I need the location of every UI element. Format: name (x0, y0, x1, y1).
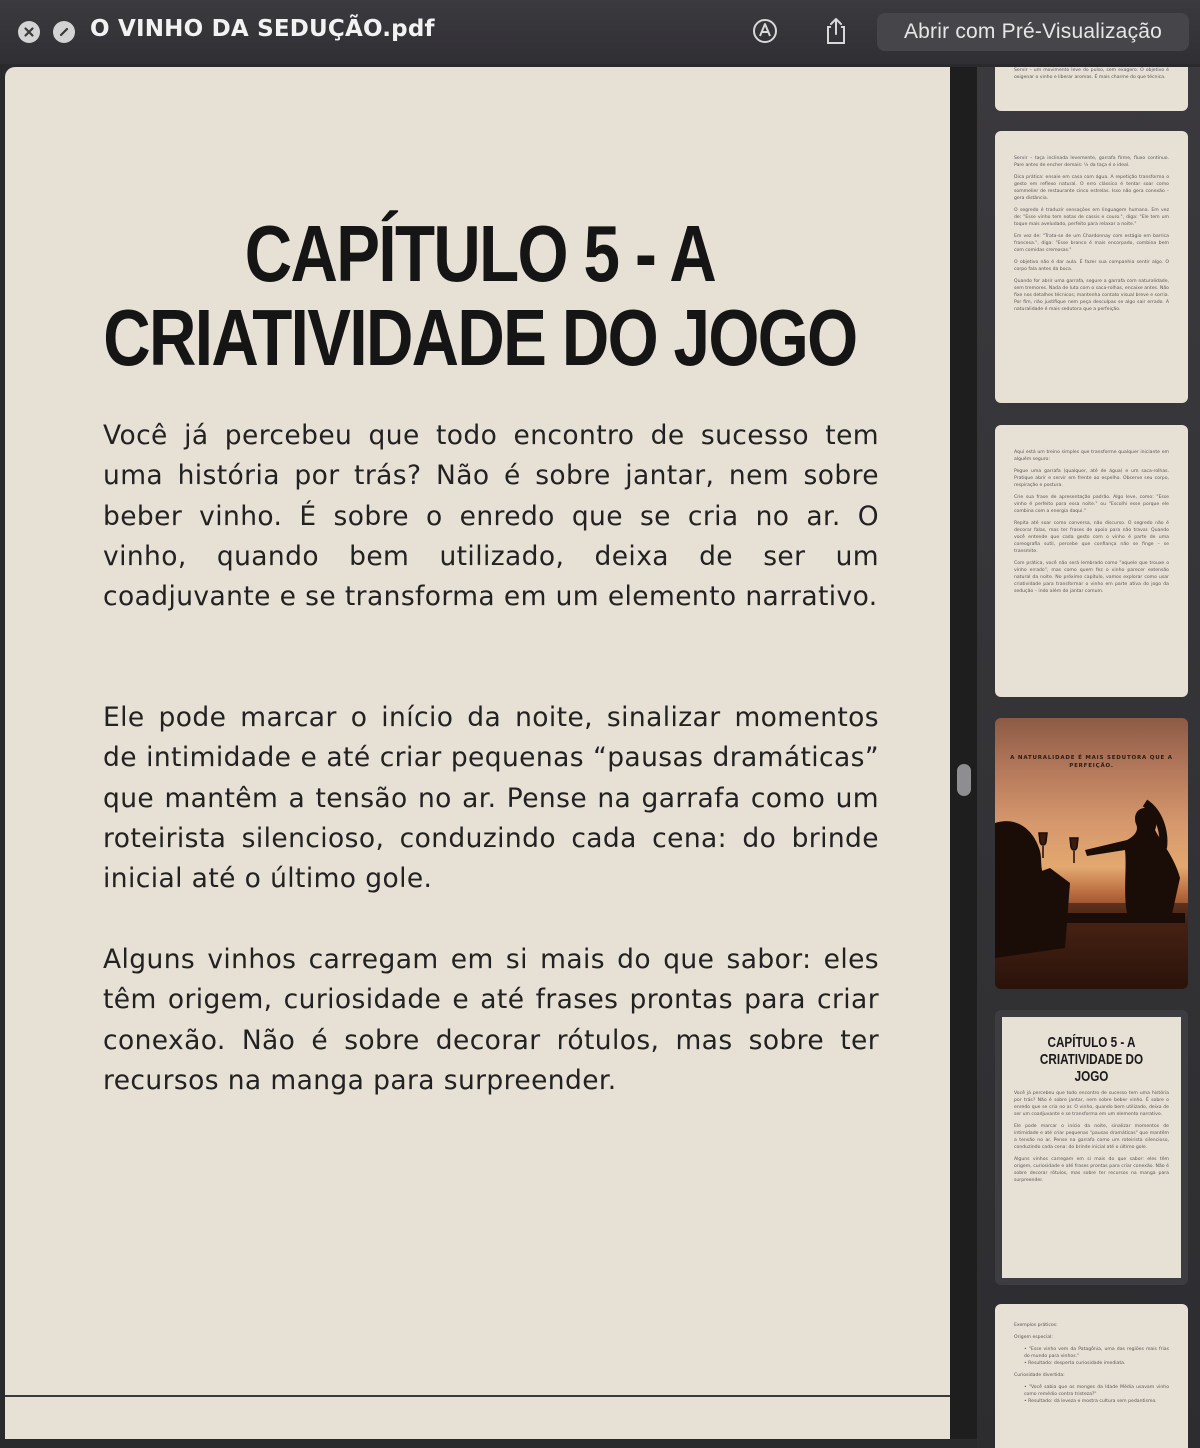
page-bottom-rule (5, 1395, 950, 1397)
thumb-text: Aqui está um treino simples que transforme qualquer iniciante em alguém seguro: (1014, 450, 1169, 462)
thumb-text: Alguns vinhos carregam em si mais do que sabor: eles têm origem, curiosidade e até frases prontas para criar conexão. Não é sobre decorar rótulos, mas sobre ter recursos na manga para surpreender. (1014, 1157, 1169, 1183)
paragraph-1: Você já percebeu que todo encontro de sucesso tem uma história por trás? Não é sobre jantar, nem sobre beber vinho. É sobre o enredo que se cria no ar. O vinho, quando bem utilizado, deixa de ser um coadjuvante e se transforma em um elemento narrativo. (103, 420, 879, 613)
thumb-text: • "Você sabia que os monges da Idade Média usavam vinho como remédio contra tristeza?" (1024, 1385, 1169, 1397)
document-title: O VINHO DA SEDUÇÃO.pdf (90, 16, 435, 42)
close-icon (23, 26, 35, 38)
minimize-button[interactable] (53, 21, 75, 43)
thumb-heading-line-1: CAPÍTULO 5 - A (1047, 1034, 1136, 1051)
thumb-text: Servir – taça inclinada levemente, garrafa firme, fluxo contínuo. Pare antes de encher demais: ⅓ da taça é o ideal. (1014, 156, 1169, 168)
thumb-text: O objetivo não é dar aula. É fazer sua companhia sentir algo. O corpo fala antes da boca. (1014, 260, 1169, 272)
thumb-text: Repita até soar como conversa, não discurso. O segredo não é decorar falas, mas ter frases de apoio para não travar. Quando você entende que cada gesto com o vinho é parte de uma coreografia sutil, percebe que confiança não se finge – se transmite. (1014, 521, 1169, 554)
thumb-text: Pegue uma garrafa (qualquer, até de água) e um saca-rolhas. Pratique abrir e servir em frente ao espelho. Observe seu corpo, respiração e postura. (1014, 469, 1169, 488)
thumb-text: • Resultado: dá leveza e mostra cultura sem pedantismo. (1024, 1399, 1157, 1404)
couple-toast-silhouette (995, 718, 1188, 989)
document-page (5, 67, 950, 1439)
minimize-icon (58, 26, 70, 38)
paragraph-2: Ele pode marcar o início da noite, sinalizar momentos de intimidade e até criar pequenas “pausas dramáticas” que mantêm a tensão no ar. Pense na garrafa como um roteirista silencioso, conduzindo cada cena: do brinde inicial até o último gole. (103, 702, 879, 895)
title-bar (0, 0, 1200, 64)
thumb-text: Dica prática: ensaie em casa com água. A repetição transforma o gesto em reflexo natural. O erro clássico é tentar soar como sommelier de restaurante cinco estrelas. Isso não gera conexão – gera distância. (1014, 175, 1169, 201)
thumb-page (1002, 1017, 1181, 1278)
thumb-text: Curiosidade divertida: (1014, 1373, 1065, 1378)
thumb-text: Com prática, você não será lembrado como "aquele que trouxe o vinho errado", mas como quem fez o vinho parecer extensão natural da noite. No próximo capítulo, vamos explorar como usar criatividade para transformar o vinho em parte ativa do jogo da sedução – indo além do jantar comum. (1014, 561, 1169, 594)
thumb-text: Quando for abrir uma garrafa, segure a garrafa com naturalidade, sem tremores. Nada de luta com o saca-rolhas, encaixe antes. Não fixe nos detalhes técnicos; mantenha contato visual breve e sorria. Por fim, não justifique nem peça desculpas se algo sair errado. A naturalidade é mais sedutora que a perfeição. (1014, 279, 1169, 312)
thumb-text: Servir – um movimento leve do pulso, sem exagero. O objetivo é oxigenar o vinho e liberar aromas. É mais charme do que técnica. (1014, 68, 1169, 80)
thumbnail-sidebar (977, 67, 1200, 1448)
page-thumbnail-6[interactable] (995, 1304, 1188, 1448)
scrollbar-thumb[interactable] (957, 764, 971, 796)
thumb-photo-caption: A NATURALIDADE É MAIS SEDUTORA QUE A PERFEIÇÃO. (1010, 755, 1173, 769)
sidebar-divider (950, 67, 977, 1439)
share-icon[interactable] (821, 16, 851, 46)
page-thumbnail-4[interactable] (995, 718, 1188, 989)
thumb-heading (1022, 1034, 1162, 1085)
thumb-text: Em vez de: "Trata-se de um Chardonnay com estágio em barrica francesa.", diga: "Esse branco é mais encorpado, combina bem com comidas cremosas." (1014, 234, 1169, 253)
thumb-text: • Resultado: desperta curiosidade imediata. (1024, 1361, 1126, 1366)
markup-icon[interactable] (750, 16, 780, 46)
thumb-text: Crie sua frase de apresentação padrão. Algo leve, como: "Esse vinho é perfeito para essa noite." ou "Escolhi esse porque ele combina com a energia daqui." (1014, 495, 1169, 514)
page-thumbnail-5-selected[interactable] (995, 1010, 1188, 1285)
heading-line-2: CRIATIVIDADE DO JOGO (103, 293, 857, 382)
thumb-heading-line-2: CRIATIVIDADE DO JOGO (1039, 1051, 1144, 1085)
thumb-text: O segredo é traduzir sensações em linguagem humana. Em vez de: "Esse vinho tem notas de cassis e couro.", diga: "Ele tem um toque mais aveludado, perfeito para relaxar a noite." (1014, 208, 1169, 227)
thumb-text: Você já percebeu que todo encontro de sucesso tem uma história por trás? Não é sobre jantar, nem sobre beber vinho. É sobre o enredo que se cria no ar. O vinho, quando bem utilizado, deixa de ser um coadjuvante e se transforma em um elemento narrativo. (1014, 1091, 1169, 1117)
page-thumbnail-3[interactable] (995, 425, 1188, 697)
chapter-heading (92, 209, 867, 382)
page-thumbnail-2[interactable] (995, 131, 1188, 403)
heading-line-1: CAPÍTULO 5 - A (244, 209, 716, 298)
thumb-text: Origem especial: (1014, 1335, 1053, 1340)
thumb-text: Exemplos práticos: (1014, 1323, 1058, 1328)
thumb-text: Ele pode marcar o início da noite, sinalizar momentos de intimidade e até criar pequenas "pausas dramáticas" que mantêm a tensão no ar. Pense na garrafa como um roteirista silencioso, conduzindo cada cena: do brinde inicial até o último gole. (1014, 1124, 1169, 1150)
close-button[interactable] (18, 21, 40, 43)
open-with-preview-button[interactable]: Abrir com Pré-Visualização (877, 13, 1189, 51)
page-thumbnail-1[interactable] (995, 67, 1188, 111)
paragraph-3: Alguns vinhos carregam em si mais do que sabor: eles têm origem, curiosidade e até frases prontas para criar conexão. Não é sobre decorar rótulos, mas sobre ter recursos na manga para surpreender. (103, 944, 879, 1096)
thumb-text: • "Esse vinho vem da Patagônia, uma das regiões mais frias do mundo para vinhos." (1024, 1347, 1169, 1359)
